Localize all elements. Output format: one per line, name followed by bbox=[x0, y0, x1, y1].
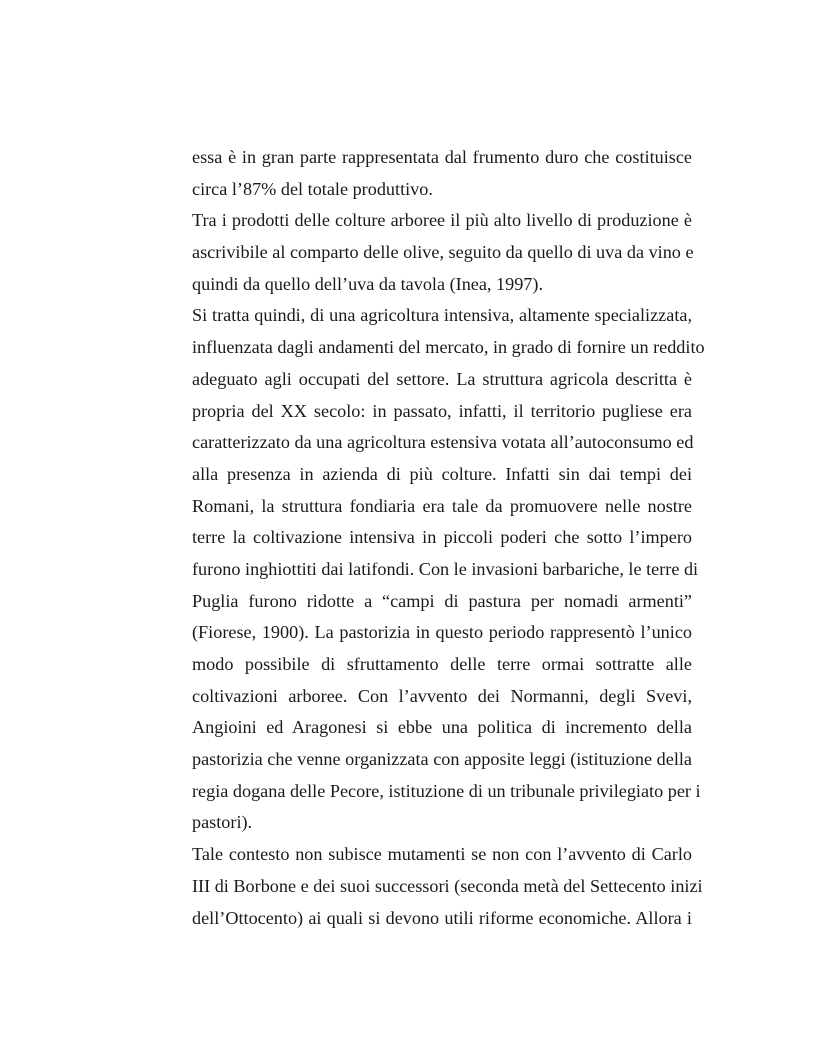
text-line: (Fiorese, 1900). La pastorizia in questo periodo rappresentò l’unico bbox=[192, 622, 692, 643]
text-line: Romani, la struttura fondiaria era tale da promuovere nelle nostre bbox=[192, 495, 692, 516]
text-line: coltivazioni arboree. Con l’avvento dei Normanni, degli Svevi, bbox=[192, 685, 692, 706]
text-line: caratterizzato da una agricoltura estensiva votata all’autoconsumo ed bbox=[192, 432, 694, 453]
text-line: III di Borbone e dei suoi successori (seconda metà del Settecento inizi bbox=[192, 875, 703, 896]
text-line: pastori). bbox=[192, 812, 253, 833]
text-line: adeguato agli occupati del settore. La struttura agricola descritta è bbox=[192, 368, 692, 389]
paragraph bbox=[192, 142, 692, 205]
text-line: Angioini ed Aragonesi si ebbe una politica di incremento della bbox=[192, 717, 692, 738]
text-line: Tale contesto non subisce mutamenti se non con l’avvento di Carlo bbox=[192, 844, 692, 865]
text-line: furono inghiottiti dai latifondi. Con le invasioni barbariche, le terre di bbox=[192, 558, 699, 579]
text-line: dell’Ottocento) ai quali si devono utili riforme economiche. Allora i bbox=[192, 907, 692, 928]
text-line: Tra i prodotti delle colture arboree il più alto livello di produzione è bbox=[192, 210, 692, 231]
text-line: propria del XX secolo: in passato, infatti, il territorio pugliese era bbox=[192, 400, 692, 421]
text-line: terre la coltivazione intensiva in piccoli poderi che sotto l’impero bbox=[192, 527, 692, 548]
body-text bbox=[192, 142, 705, 934]
text-line: modo possibile di sfruttamento delle terre ormai sottratte alle bbox=[192, 654, 692, 674]
text-line: essa è in gran parte rappresentata dal frumento duro che costituisce bbox=[192, 147, 692, 167]
paragraph bbox=[192, 300, 705, 839]
text-line: circa l’87% del totale produttivo. bbox=[192, 178, 433, 199]
paragraph bbox=[192, 205, 692, 300]
text-line: pastorizia che venne organizzata con apposite leggi (istituzione della bbox=[192, 749, 692, 770]
text-line: Si tratta quindi, di una agricoltura intensiva, altamente specializzata, bbox=[192, 305, 692, 326]
text-line: influenzata dagli andamenti del mercato, in grado di fornire un reddito bbox=[192, 337, 705, 358]
text-line: regia dogana delle Pecore, istituzione di un tribunale privilegiato per i bbox=[192, 780, 701, 801]
text-line: alla presenza in azienda di più colture. Infatti sin dai tempi dei bbox=[192, 463, 692, 484]
text-line: ascrivibile al comparto delle olive, seguito da quello di uva da vino e bbox=[192, 242, 694, 263]
paragraph bbox=[192, 839, 703, 934]
text-line: Puglia furono ridotte a “campi di pastura per nomadi armenti” bbox=[192, 590, 692, 611]
text-line: quindi da quello dell’uva da tavola (Inea, 1997). bbox=[192, 273, 544, 294]
